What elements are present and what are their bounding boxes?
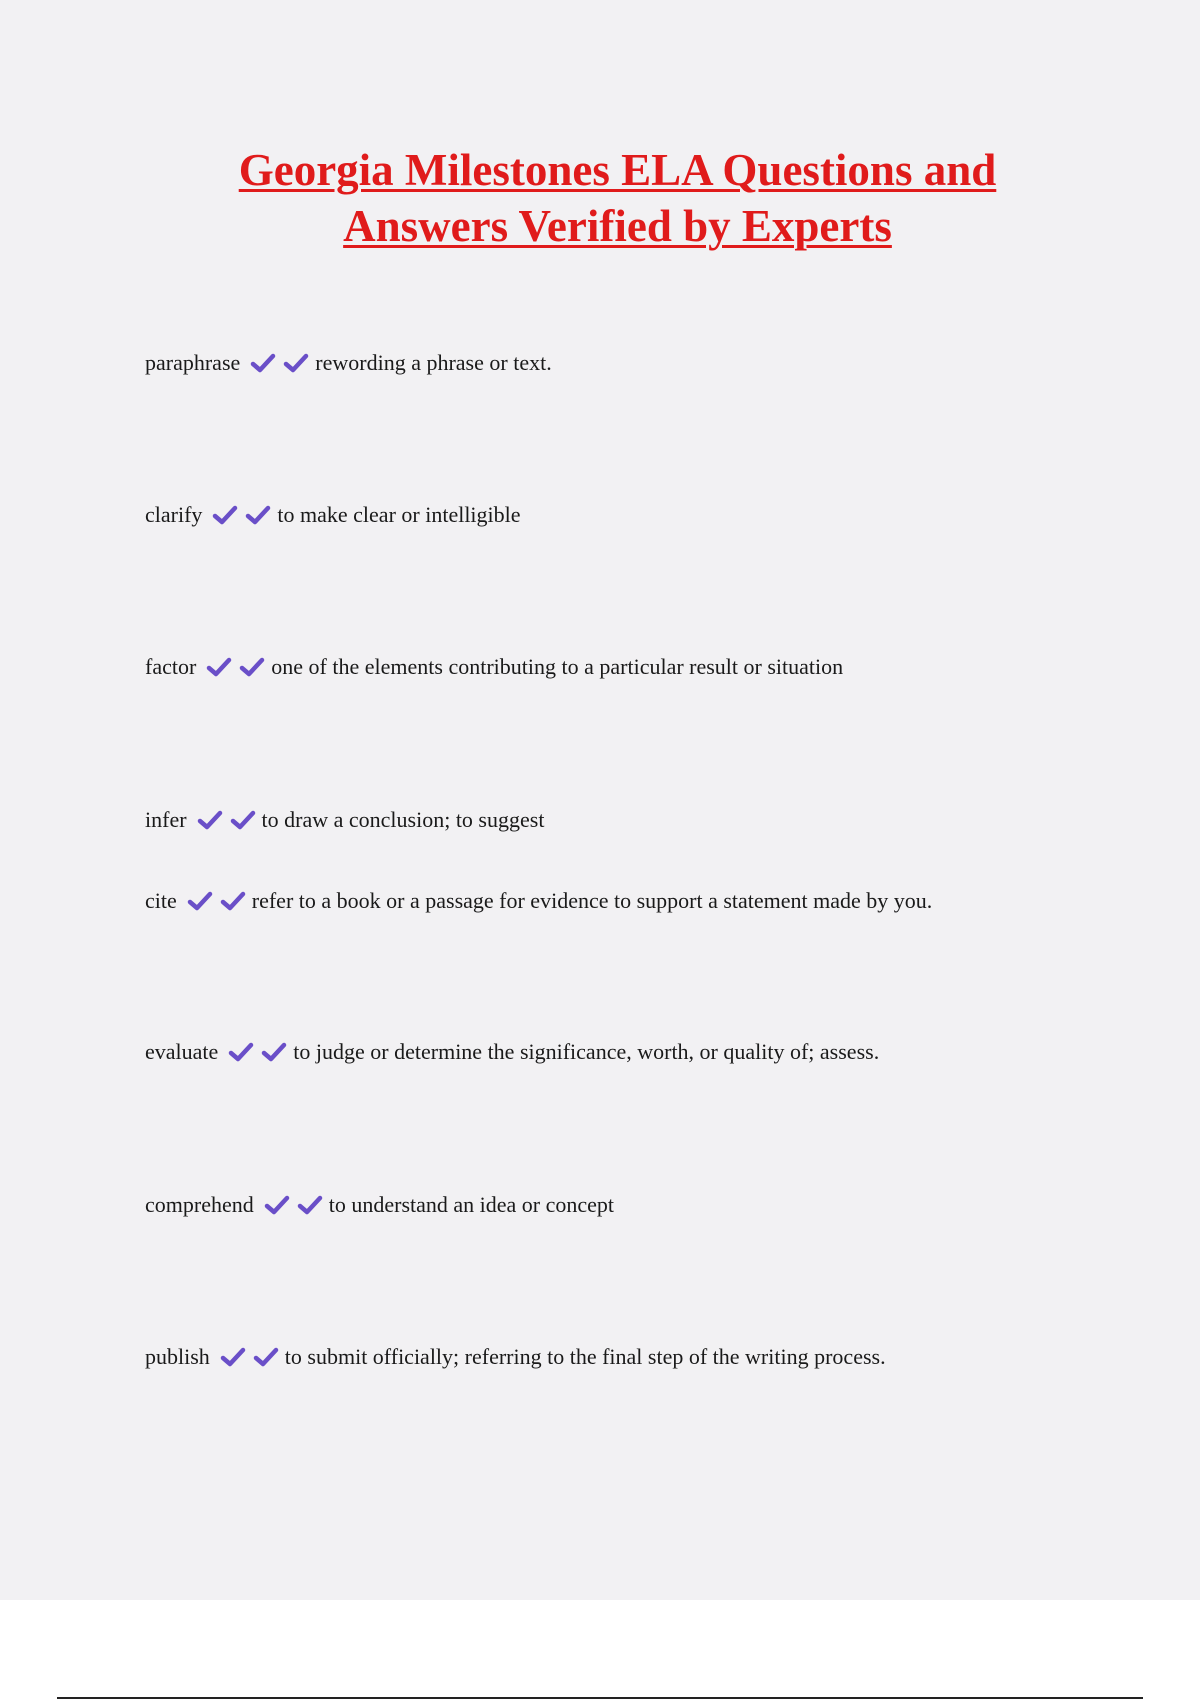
entry-definition: refer to a book or a passage for evidence to support a statement made by you. <box>251 888 933 913</box>
entry-comprehend <box>145 1190 614 1220</box>
check-pair <box>220 1346 281 1368</box>
checkmark-icon <box>197 809 223 831</box>
entry-term: cite <box>145 888 177 913</box>
entry-definition: to judge or determine the significance, worth, or quality of; assess. <box>293 1039 880 1064</box>
entry-factor <box>145 652 843 682</box>
check-pair <box>264 1194 325 1216</box>
entry-paraphrase <box>145 348 552 378</box>
entry-term: clarify <box>145 502 203 527</box>
entry-term: infer <box>145 807 187 832</box>
checkmark-icon <box>230 809 256 831</box>
page-bottom-divider <box>57 1697 1143 1699</box>
checkmark-icon <box>245 504 271 526</box>
entry-cite <box>145 886 932 916</box>
checkmark-icon <box>253 1346 279 1368</box>
checkmark-icon <box>239 656 265 678</box>
check-pair <box>228 1041 289 1063</box>
checkmark-icon <box>264 1194 290 1216</box>
entry-publish <box>145 1342 886 1372</box>
check-pair <box>250 352 311 374</box>
entry-infer <box>145 805 544 835</box>
entry-definition: rewording a phrase or text. <box>315 350 552 375</box>
document-title <box>0 142 1200 254</box>
checkmark-icon <box>220 890 246 912</box>
entry-term: evaluate <box>145 1039 219 1064</box>
entry-evaluate <box>145 1037 879 1067</box>
entry-definition: to understand an idea or concept <box>328 1192 615 1217</box>
entry-definition: to submit officially; referring to the final step of the writing process. <box>284 1344 886 1369</box>
checkmark-icon <box>212 504 238 526</box>
entry-term: publish <box>145 1344 210 1369</box>
entry-clarify <box>145 500 521 530</box>
entry-definition: to draw a conclusion; to suggest <box>261 807 545 832</box>
check-pair <box>187 890 248 912</box>
checkmark-icon <box>206 656 232 678</box>
document-title-line-2: Answers Verified by Experts <box>343 201 892 251</box>
checkmark-icon <box>220 1346 246 1368</box>
checkmark-icon <box>297 1194 323 1216</box>
entry-definition: one of the elements contributing to a particular result or situation <box>271 654 844 679</box>
checkmark-icon <box>261 1041 287 1063</box>
entry-term: comprehend <box>145 1192 254 1217</box>
checkmark-icon <box>250 352 276 374</box>
checkmark-icon <box>283 352 309 374</box>
checkmark-icon <box>228 1041 254 1063</box>
check-pair <box>206 656 267 678</box>
entry-definition: to make clear or intelligible <box>277 502 521 527</box>
entry-term: paraphrase <box>145 350 241 375</box>
checkmark-icon <box>187 890 213 912</box>
check-pair <box>212 504 273 526</box>
entry-term: factor <box>145 654 197 679</box>
check-pair <box>197 809 258 831</box>
document-title-line-1: Georgia Milestones ELA Questions and <box>238 145 997 195</box>
